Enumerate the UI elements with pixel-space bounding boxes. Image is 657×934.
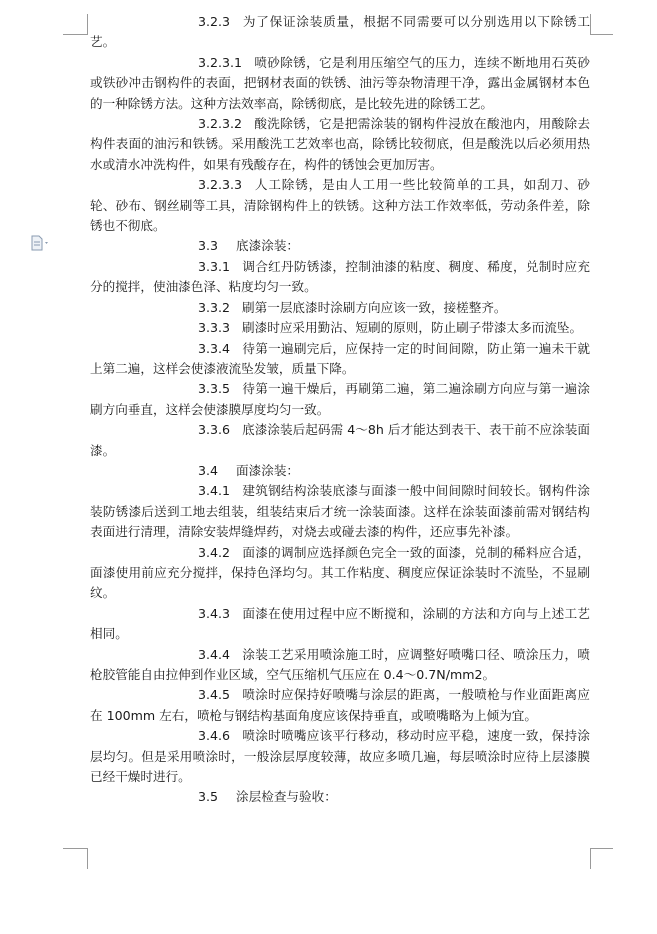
section-title: 面漆涂装： <box>236 462 299 478</box>
paragraph <box>90 543 590 604</box>
section-number: 3.5 <box>198 789 219 805</box>
paragraph <box>90 318 590 338</box>
clause-number: 3.2.3.1 <box>198 54 243 70</box>
paragraph-text: 刷漆时应采用勤沾、短刷的原则，防止刷子带漆太多而流坠。 <box>242 320 583 336</box>
clause-number: 3.4.3 <box>198 605 231 621</box>
clause-number: 3.3.3 <box>198 320 231 336</box>
paragraph-text: 喷涂时喷嘴应该平行移动，移动时应平稳，速度一致，保持涂层均匀。但是采用喷涂时，一般涂层厚度较薄，故应多喷几遍，每层喷涂时应待上层漆膜已经干燥时进行。 <box>90 728 590 785</box>
paragraph-text: 喷涂时应保持好喷嘴与涂层的距离，一般喷枪与作业面距离应在 100mm 左右，喷枪与钢结构基面角度应该保持垂直，或喷嘴略为上倾为宜。 <box>90 687 590 723</box>
clause-number: 3.4.2 <box>198 544 231 560</box>
clause-number: 3.4.1 <box>198 483 231 499</box>
paragraph-text: 面漆的调制应选择颜色完全一致的面漆，兑制的稀料应合适，面漆使用前应充分搅拌，保持色泽均匀。其工作粘度、稠度应保证涂装时不流坠，不显刷纹。 <box>90 544 590 601</box>
crop-mark-top-right <box>590 14 613 35</box>
section-heading <box>90 787 590 807</box>
paragraph <box>90 12 590 53</box>
paragraph <box>90 257 590 298</box>
section-number: 3.3 <box>198 238 219 254</box>
clause-number: 3.3.5 <box>198 381 231 397</box>
clause-number: 3.2.3.2 <box>198 116 243 132</box>
paragraph <box>90 298 590 318</box>
paragraph <box>90 339 590 380</box>
crop-mark-top-left <box>63 14 88 35</box>
section-title: 涂层检查与验收： <box>236 789 337 805</box>
crop-mark-bottom-right <box>590 848 613 869</box>
paragraph <box>90 379 590 420</box>
clause-number: 3.2.3.3 <box>198 177 243 193</box>
paragraph <box>90 481 590 542</box>
paragraph-text: 喷砂除锈，它是利用压缩空气的压力，连续不断地用石英砂或铁砂冲击钢构件的表面，把钢材表面的铁锈、油污等杂物清理干净，露出金属钢材本色的一种除锈方法。这种方法效率高，除锈彻底，是比较先进的除锈工艺。 <box>90 54 590 111</box>
crop-mark-bottom-left <box>63 848 88 869</box>
paragraph-text: 面漆在使用过程中应不断搅和，涂刷的方法和方向与上述工艺相同。 <box>90 605 590 642</box>
paragraph-text: 待第一遍干燥后，再刷第二遍，第二遍涂刷方向应与第一遍涂刷方向垂直，这样会使漆膜厚度均匀一致。 <box>90 381 590 417</box>
paragraph-text: 人工除锈，是由人工用一些比较简单的工具，如刮刀、砂轮、砂布、钢丝刷等工具，清除钢构件上的铁锈。这种方法工作效率低，劳动条件差，除锈也不彻底。 <box>90 177 590 234</box>
paragraph <box>90 114 590 175</box>
clause-number: 3.3.1 <box>198 258 231 274</box>
clause-number: 3.3.2 <box>198 299 231 315</box>
clause-number: 3.3.6 <box>198 422 231 438</box>
paragraph-text: 涂装工艺采用喷涂施工时，应调整好喷嘴口径、喷涂压力，喷枪胶管能自由拉伸到作业区域，空气压缩机气压应在 0.4～0.7N/mm2。 <box>90 646 590 682</box>
document-outline-icon[interactable] <box>30 235 52 251</box>
paragraph <box>90 685 590 726</box>
paragraph <box>90 726 590 787</box>
paragraph-text: 建筑钢结构涂装底漆与面漆一般中间间隙时间较长。钢构件涂装防锈漆后送到工地去组装，组装结束后才统一涂装面漆。这样在涂装面漆前需对钢结构表面进行清理，清除安装焊缝焊药，对烧去或碰去漆的构件，还应事先补漆。 <box>90 483 590 540</box>
clause-number: 3.4.5 <box>198 687 231 703</box>
section-title: 底漆涂装： <box>236 238 299 254</box>
paragraph-text: 酸洗除锈，它是把需涂装的钢构件浸放在酸池内，用酸除去构件表面的油污和铁锈。采用酸洗工艺效率也高，除锈比较彻底，但是酸洗以后必须用热水或清水冲洗构件，如果有残酸存在，构件的锈蚀会更加厉害。 <box>90 116 590 172</box>
paragraph-text: 为了保证涂装质量，根据不同需要可以分别选用以下除锈工艺。 <box>90 14 590 50</box>
paragraph-text: 调合红丹防锈漆，控制油漆的粘度、稠度、稀度，兑制时应充分的搅拌，使油漆色泽、粘度均匀一致。 <box>90 258 590 295</box>
paragraph-text: 待第一遍刷完后，应保持一定的时间间隙，防止第一遍未干就上第二遍，这样会使漆液流坠发皱，质量下降。 <box>90 340 590 376</box>
clause-number: 3.4.6 <box>198 728 231 744</box>
paragraph-text: 刷第一层底漆时涂刷方向应该一致，接槎整齐。 <box>242 299 507 315</box>
paragraph <box>90 645 590 686</box>
section-number: 3.4 <box>198 462 219 478</box>
clause-number: 3.2.3 <box>198 14 231 29</box>
clause-number: 3.3.4 <box>198 340 231 356</box>
document-body <box>90 12 590 808</box>
paragraph <box>90 53 590 114</box>
section-heading <box>90 236 590 256</box>
paragraph <box>90 420 590 461</box>
paragraph-text: 底漆涂装后起码需 4～8h 后才能达到表干、表干前不应涂装面漆。 <box>90 422 590 458</box>
paragraph <box>90 604 590 645</box>
section-heading <box>90 461 590 481</box>
paragraph <box>90 175 590 236</box>
clause-number: 3.4.4 <box>198 646 231 662</box>
